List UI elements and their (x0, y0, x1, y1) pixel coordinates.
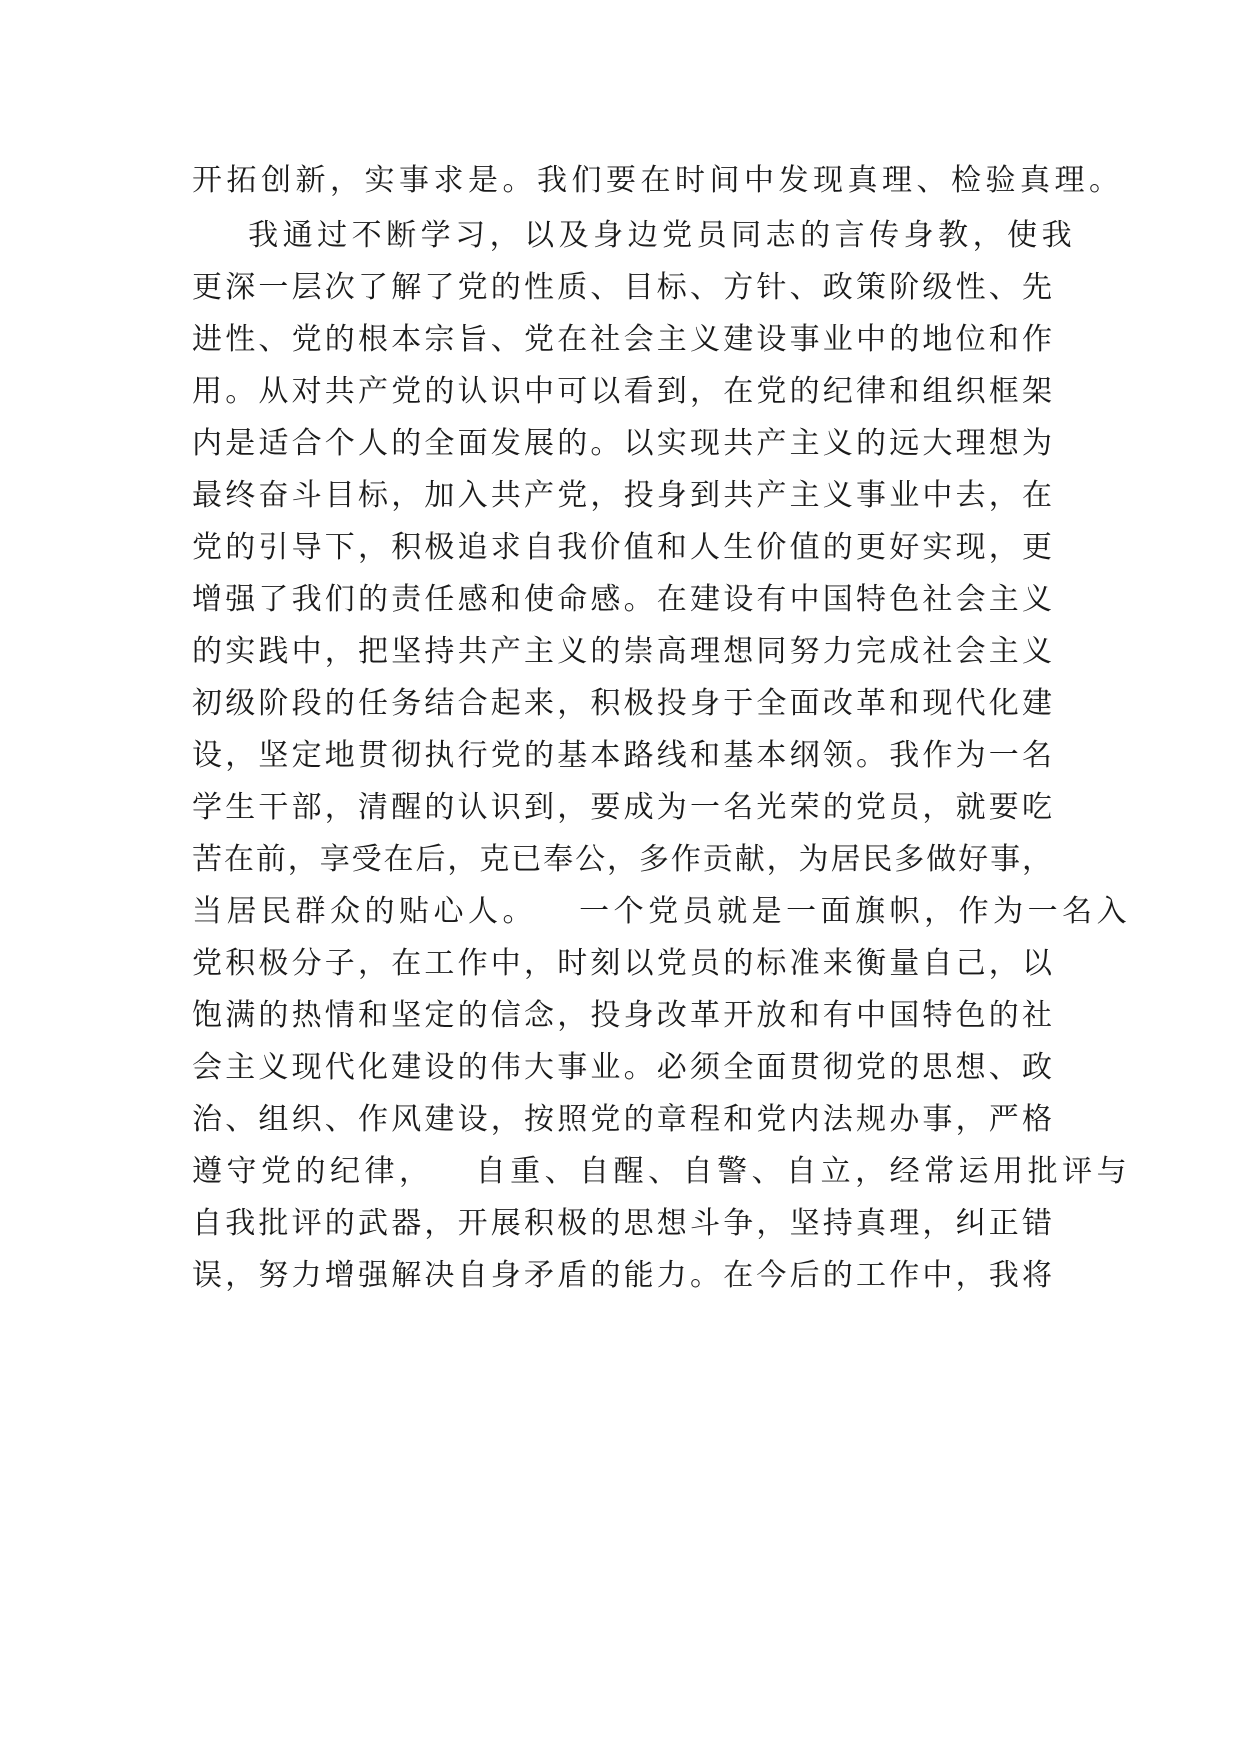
text-line: 内是适合个人的全面发展的。以实现共产主义的远大理想为 (192, 426, 1052, 461)
text-line: 设，坚定地贯彻执行党的基本路线和基本纲领。我作为一名 (192, 738, 1052, 773)
text-line: 饱满的热情和坚定的信念，投身改革开放和有中国特色的社 (192, 998, 1052, 1033)
paragraph-start-line: 我通过不断学习，以及身边党员同志的言传身教，使我 (192, 218, 1077, 253)
text-line: 开拓创新，实事求是。我们要在时间中发现真理、检验真理。 (192, 163, 1124, 198)
text-line: 党积极分子，在工作中，时刻以党员的标准来衡量自己，以 (192, 946, 1052, 981)
text-line: 党的引导下，积极追求自我价值和人生价值的更好实现，更 (192, 530, 1052, 565)
text-line: 会主义现代化建设的伟大事业。必须全面贯彻党的思想、政 (192, 1050, 1052, 1085)
text-line: 自我批评的武器，开展积极的思想斗争，坚持真理，纠正错 (192, 1206, 1052, 1241)
text-line: 误，努力增强解决自身矛盾的能力。在今后的工作中，我将 (192, 1258, 1052, 1293)
text-line: 增强了我们的责任感和使命感。在建设有中国特色社会主义 (192, 582, 1052, 617)
text-line: 进性、党的根本宗旨、党在社会主义建设事业中的地位和作 (192, 322, 1052, 357)
text-line: 更深一层次了解了党的性质、目标、方针、政策阶级性、先 (192, 270, 1052, 305)
text-line: 初级阶段的任务结合起来，积极投身于全面改革和现代化建 (192, 686, 1052, 721)
text-line: 学生干部，清醒的认识到，要成为一名光荣的党员，就要吃 (192, 790, 1052, 825)
text-line: 遵守党的纪律， 自重、自醒、自警、自立，经常运用批评与 (192, 1154, 1132, 1189)
text-line: 的实践中，把坚持共产主义的崇高理想同努力完成社会主义 (192, 634, 1052, 669)
body-text (192, 155, 1132, 1302)
text-line: 用。从对共产党的认识中可以看到，在党的纪律和组织框架 (192, 374, 1052, 409)
text-line: 苦在前，享受在后，克已奉公，多作贡献，为居民多做好事， (192, 842, 1052, 877)
text-line: 当居民群众的贴心人。 一个党员就是一面旗帜，作为一名入 (192, 894, 1132, 929)
text-line: 治、组织、作风建设，按照党的章程和党内法规办事，严格 (192, 1102, 1052, 1137)
text-line: 最终奋斗目标，加入共产党，投身到共产主义事业中去，在 (192, 478, 1052, 513)
